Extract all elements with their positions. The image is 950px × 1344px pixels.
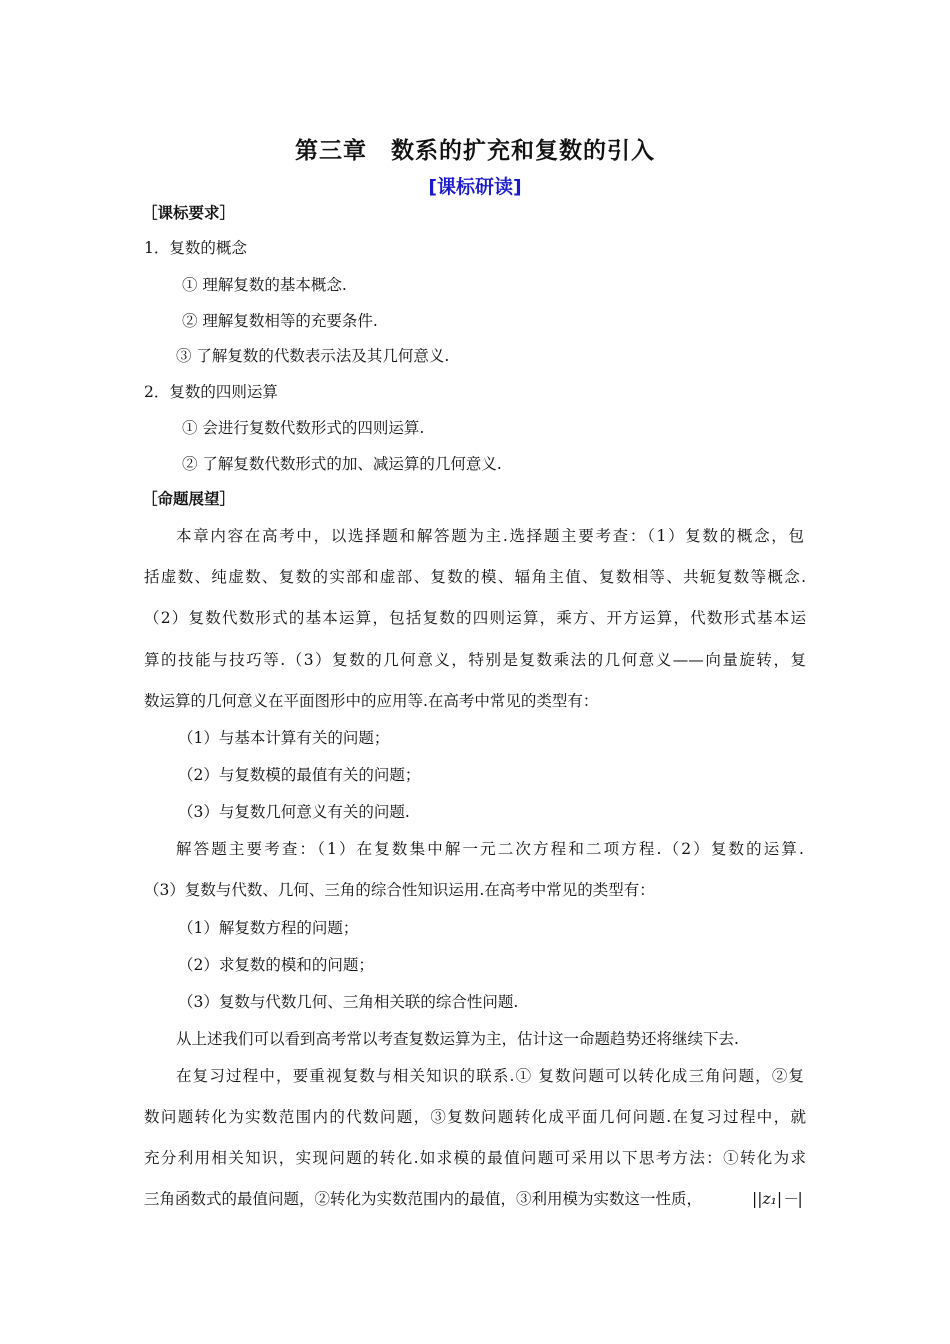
sub-list-item: ② 理解复数相等的充要条件. [182,312,378,330]
paragraph-line: 在复习过程中，要重视复数与相关知识的联系.① 复数问题可以转化成三角问题，②复 [176,1067,804,1085]
paragraph-line: 本章内容在高考中，以选择题和解答题为主.选择题主要考查：（1）复数的概念，包 [176,527,804,545]
list-item: 1．复数的概念 [144,239,247,257]
sub-list-item: ② 了解复数代数形式的加、减运算的几何意义. [182,455,502,473]
sub-list-item: ① 会进行复数代数形式的四则运算. [182,419,425,437]
list-item: （2）求复数的模和的问题； [178,956,374,974]
list-item: （2）与复数模的最值有关的问题； [178,766,421,784]
section-heading-curriculum-requirements: ［课标要求］ [142,204,236,222]
paragraph-line: 数运算的几何意义在平面图形中的应用等.在高考中常见的类型有： [144,692,599,710]
formula-fragment: ||z₁|－| [752,1190,803,1208]
paragraph-line: 从上述我们可以看到高考常以考查复数运算为主，估计这一命题趋势还将继续下去. [176,1030,739,1048]
section-subtitle: [课标研读] [428,176,522,198]
paragraph-line: （3）复数与代数、几何、三角的综合性知识运用.在高考中常见的类型有： [144,881,655,899]
paragraph-line: 数问题转化为实数范围内的代数问题，③复数问题转化成平面几何问题.在复习过程中，就 [144,1108,806,1126]
sub-list-item: ① 理解复数的基本概念. [182,276,347,294]
sub-list-item: ③ 了解复数的代数表示法及其几何意义. [176,347,450,365]
list-item: （1）与基本计算有关的问题； [178,729,390,747]
list-item: （1）解复数方程的问题； [178,919,359,937]
paragraph-line: 括虚数、纯虚数、复数的实部和虚部、复数的模、辐角主值、复数相等、共轭复数等概念. [144,568,806,586]
paragraph-line: 三角函数式的最值问题，②转化为实数范围内的最值，③利用模为实数这一性质， [144,1190,703,1208]
list-item: 2．复数的四则运算 [144,383,278,401]
paragraph-line: 充分利用相关知识，实现问题的转化.如求模的最值问题可采用以下思考方法：①转化为求 [144,1149,806,1167]
paragraph-line: （2）复数代数形式的基本运算，包括复数的四则运算，乘方、开方运算，代数形式基本运 [144,609,806,627]
list-item: （3）复数与代数几何、三角相关联的综合性问题. [178,993,519,1011]
paragraph-line: 解答题主要考查：（1）在复数集中解一元二次方程和二项方程.（2）复数的运算. [176,840,804,858]
section-heading-exam-outlook: ［命题展望］ [142,490,236,508]
list-item: （3）与复数几何意义有关的问题. [178,803,410,821]
page-title: 第三章 数系的扩充和复数的引入 [295,138,655,164]
paragraph-line: 算的技能与技巧等.（3）复数的几何意义，特别是复数乘法的几何意义——向量旋转，复 [144,651,806,669]
